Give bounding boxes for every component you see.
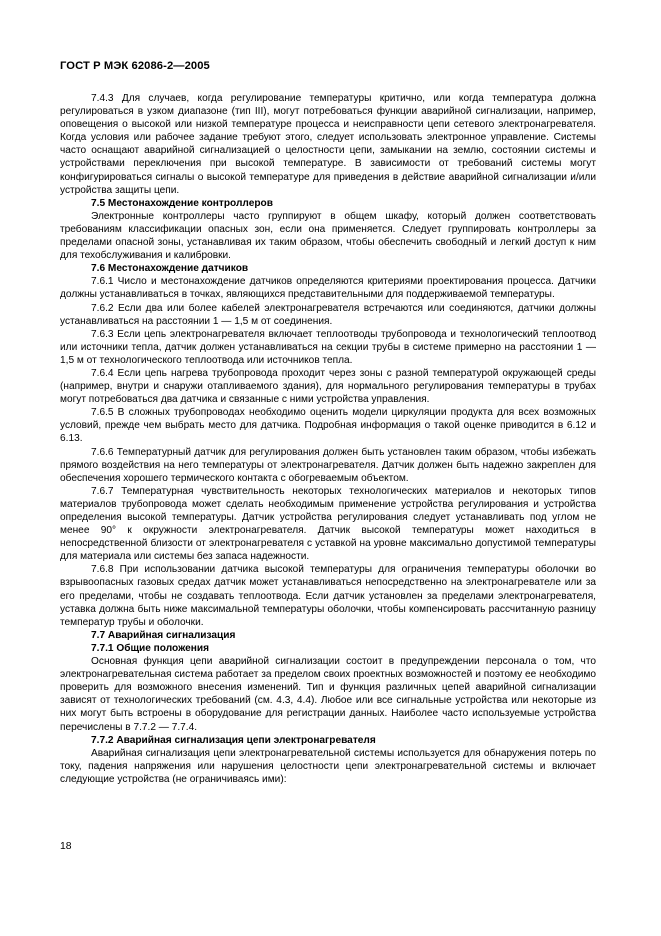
- heading-7-6: 7.6 Местонахождение датчиков: [91, 263, 249, 275]
- document-header: ГОСТ Р МЭК 62086-2—2005: [60, 60, 210, 72]
- paragraph-7-4-3: 7.4.3 Для случаев, когда регулирование температуры критично, или когда температура должна регулироваться в узком диапазоне (тип III), могут потребоваться функции аварийной сигнализации, например, оповещения о высокой или низкой температуре процесса и неисправности цепи сетевого электронагревателя. Когда условия или рабочее задание требуют этого, следует использовать электронное управление. Системы часто оснащают аварийной сигнализацией о целостности цепи, замыкании на землю, состоянии системы и устройствами переключения при высокой температуре. В зависимости от требований системы могут конфигурироваться сигналы о высокой температуре для приведения в действие аварийной сигнализации и/или устройства защиты цепи.: [60, 93, 596, 196]
- paragraph-7-6-2: 7.6.2 Если два или более кабелей электронагревателя встречаются или соединяются, датчики должны устанавливаться на расстоянии 1 — 1,5 м от соединения.: [60, 302, 596, 327]
- paragraph-7-7-1: Основная функция цепи аварийной сигнализации состоит в предупреждении персонала о том, что электронагревательная система работает за пределом своих проектных возможностей и поэтому ее необходимо проверить для возможного внесения изменений. Тип и функция различных цепей аварийной сигнализации зависят от технологических требований (см. 4.3, 4.4). Любое или все сигнальные устройства или некоторые из них могут быть встроены в оборудование для регистрации данных. Наиболее часто используемые устройства перечислены в 7.7.2 — 7.7.4.: [60, 656, 596, 733]
- paragraph-7-6-5: 7.6.5 В сложных трубопроводах необходимо оценить модели циркуляции продукта для всех возможных условий, прежде чем выбрать место для датчика. Подробная информация о такой оценке приводится в 6.12 и 6.13.: [60, 407, 596, 445]
- paragraph-7-6-7: 7.6.7 Температурная чувствительность некоторых технологических материалов и некоторых типов материалов трубопровода может сделать необходимым применение устройства регулирования и устройства определения высокой температуры. Датчик устройства регулирования следует устанавливать под углом не менее 90° к окружности электронагревателя. Датчик высокой температуры может находиться в непосредственной близости от электронагревателя с уставкой на уровне максимально допустимой температуры для материала или системы без запаса надежности.: [60, 485, 596, 563]
- paragraph-7-5: Электронные контроллеры часто группируют в общем шкафу, который должен соответствовать требованиям классификации опасных зон, если она применяется. Следует группировать контроллеры за пределами опасной зоны, устанавливая их таким образом, чтобы обеспечить свободный и легкий доступ к ним для техобслуживания и калибровки.: [60, 210, 596, 262]
- heading-7-7: 7.7 Аварийная сигнализация: [91, 629, 236, 641]
- paragraph-7-6-6: 7.6.6 Температурный датчик для регулирования должен быть установлен таким образом, чтобы избежать прямого воздействия на него температуры от электронагревателя. Датчик должен быть надежно закреплен для обеспечения хорошего термического контакта с обогреваемым объектом.: [60, 446, 596, 484]
- paragraph-7-6-1: 7.6.1 Число и местонахождение датчиков определяются критериями проектирования процесса. Датчики должны устанавливаться в точках, являющихся представительными для поддерживаемой температуры.: [60, 276, 596, 301]
- paragraph-7-7-2: Аварийная сигнализация цепи электронагревательной системы используется для обнаружения потерь по току, падения напряжения или нарушения целостности цепи электронагревательной системы и включает следующие устройства (не ограничиваясь ими):: [60, 747, 596, 785]
- heading-7-5: 7.5 Местонахождение контроллеров: [91, 197, 273, 209]
- document-body: [60, 92, 596, 786]
- paragraph-7-6-3: 7.6.3 Если цепь электронагревателя включает теплоотводы трубопровода и технологический теплоотвод или источники тепла, датчик должен устанавливаться на секции трубы в системе примерно на расстоянии 1 — 1,5 м от технологического теплоотвода или источников тепла.: [60, 328, 596, 366]
- heading-7-7-2: 7.7.2 Аварийная сигнализация цепи электронагревателя: [91, 734, 376, 746]
- page-number: 18: [60, 841, 72, 852]
- paragraph-7-6-4: 7.6.4 Если цепь нагрева трубопровода проходит через зоны с разной температурой окружающей среды (например, внутри и снаружи отапливаемого здания), для нормального регулирования температуры в трубах могут потребоваться два датчика и связанные с ними устройства управления.: [60, 367, 596, 406]
- paragraph-7-6-8: 7.6.8 При использовании датчика высокой температуры для ограничения температуры оболочки во взрывоопасных газовых средах датчик может устанавливаться непосредственно на электронагревателе или за его пределами, чтобы не создавать теплоотвода. Если датчик установлен за пределами электронагревателя, уставка должна быть ниже максимальной температуры оболочки, чтобы компенсировать рассчитанную разницу температур трубы и оболочки.: [60, 564, 596, 628]
- heading-7-7-1: 7.7.1 Общие положения: [91, 642, 209, 654]
